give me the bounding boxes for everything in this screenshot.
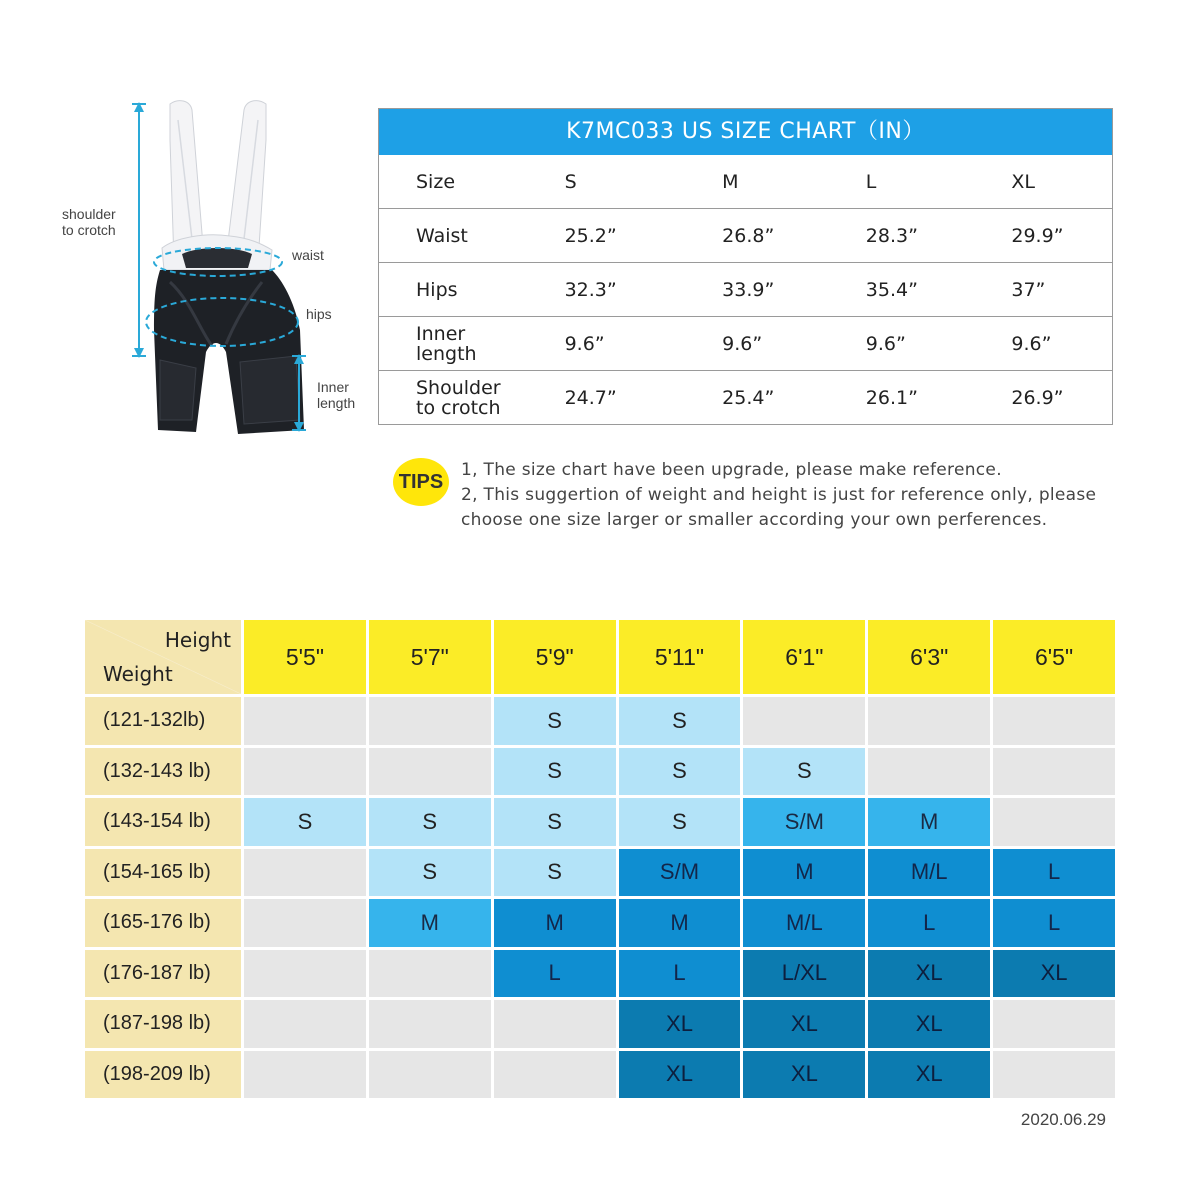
size-grid-cell [993,798,1115,846]
size-grid-cell: L/XL [743,950,865,998]
height-header: 5'7" [369,620,491,694]
measure-row-label: Hips [416,278,458,301]
bib-shorts-illustration [0,0,380,440]
weight-row-header: (187-198 lb) [85,1000,241,1048]
inner-length-label: Inner length [317,379,356,411]
measure-row-waist [379,208,1112,262]
size-grid-cell: L [619,950,741,998]
measure-value: 28.3” [865,224,918,247]
size-grid-cell [244,748,366,796]
size-grid-cell [244,697,366,745]
size-grid-cell: XL [868,950,990,998]
chart-date: 2020.06.29 [1020,1110,1106,1129]
size-grid-cell: M [494,899,616,947]
size-grid-cell: S [494,798,616,846]
size-grid-cell [369,748,491,796]
measure-value: 9.6” [865,332,906,355]
measure-value: 37” [1011,278,1046,301]
size-grid-cell: M [743,849,865,897]
weight-row-header: (121-132lb) [85,697,241,745]
size-grid-cell [993,697,1115,745]
size-grid-cell: S [494,697,616,745]
measure-row-label: Inner length [416,322,477,365]
size-grid-cell: S [369,849,491,897]
measure-value: 26.9” [1011,386,1064,409]
height-weight-size-grid [85,620,1115,1098]
height-header: 5'11" [619,620,741,694]
size-grid-cell: L [993,849,1115,897]
size-grid-cell: XL [619,1000,741,1048]
size-grid-cell [743,697,865,745]
weight-row-header: (154-165 lb) [85,849,241,897]
size-grid-cell: S [369,798,491,846]
size-header-row [379,155,1112,208]
size-grid-cell [494,1051,616,1099]
measure-value: 26.1” [865,386,918,409]
size-grid-cell: M/L [868,849,990,897]
size-grid-cell: S [494,748,616,796]
measure-value: 9.6” [722,332,763,355]
size-chart-title: K7MC033 US SIZE CHART（IN） [379,109,1112,155]
hips-label: hips [306,306,332,322]
size-grid-cell [369,950,491,998]
size-grid-cell [868,748,990,796]
size-grid-cell [244,950,366,998]
measure-value: 9.6” [564,332,605,355]
size-header-xl: XL [1011,170,1035,193]
measure-value: 35.4” [865,278,918,301]
tips-badge: TIPS [393,458,449,506]
tips-text [461,458,1121,533]
size-grid-cell: M/L [743,899,865,947]
size-grid-cell [369,697,491,745]
weight-row-header: (132-143 lb) [85,748,241,796]
measure-value: 26.8” [722,224,775,247]
size-grid-cell: M [868,798,990,846]
weight-row-header: (198-209 lb) [85,1051,241,1099]
measure-row-label: Shoulder to crotch [416,376,501,419]
weight-row-header: (165-176 lb) [85,899,241,947]
size-grid-cell: S [619,697,741,745]
measure-value: 29.9” [1011,224,1064,247]
height-header: 6'3" [868,620,990,694]
size-header-l: L [865,170,877,193]
tip-line: 2, This suggertion of weight and height is just for reference only, please [461,485,1097,505]
height-header: 5'5" [244,620,366,694]
size-grid-cell: S/M [619,849,741,897]
size-header-m: M [722,170,739,193]
shoulder-to-crotch-label: shoulder to crotch [62,206,116,238]
bib-shorts-image [0,0,380,440]
size-grid-cell [993,1000,1115,1048]
weight-row-header: (143-154 lb) [85,798,241,846]
size-header-label: Size [416,170,456,193]
size-grid-cell: XL [868,1000,990,1048]
size-header-s: S [564,170,577,193]
measure-value: 33.9” [722,278,775,301]
size-chart-body [379,155,1112,424]
size-grid-cell [244,849,366,897]
corner-height-label: Height [164,628,231,652]
size-grid-cell: L [868,899,990,947]
measure-value: 32.3” [564,278,617,301]
size-grid-cell: XL [743,1000,865,1048]
size-grid-cell [244,899,366,947]
size-grid-cell [494,1000,616,1048]
size-grid-cell: S [244,798,366,846]
size-grid-cell [993,748,1115,796]
size-grid-cell [369,1000,491,1048]
size-grid-cell: XL [743,1051,865,1099]
size-grid-cell: S [619,748,741,796]
size-grid-cell: XL [993,950,1115,998]
height-header: 5'9" [494,620,616,694]
size-grid-cell: L [993,899,1115,947]
size-grid-cell: S [743,748,865,796]
size-grid-cell [993,1051,1115,1099]
size-grid-cell: XL [619,1051,741,1099]
tip-line: 1, The size chart have been upgrade, please make reference. [461,460,1002,480]
measure-value: 24.7” [564,386,617,409]
corner-weight-label: Weight [103,662,173,686]
measure-row-label: Waist [416,224,468,247]
size-grid-cell: M [619,899,741,947]
measure-row-shoulder-to-crotch [379,370,1112,424]
measure-row-inner-length [379,316,1112,370]
measure-row-hips [379,262,1112,316]
size-grid-cell: L [494,950,616,998]
waist-label: waist [292,247,324,263]
measure-value: 25.4” [722,386,775,409]
size-grid-cell: M [369,899,491,947]
weight-row-header: (176-187 lb) [85,950,241,998]
size-grid-cell: XL [868,1051,990,1099]
tip-line: choose one size larger or smaller according your own perferences. [461,510,1048,530]
grid-corner-header [85,620,241,694]
measure-value: 9.6” [1011,332,1052,355]
size-grid-cell: S [619,798,741,846]
size-grid-cell [244,1051,366,1099]
size-grid-cell [244,1000,366,1048]
size-grid-cell: S [494,849,616,897]
measure-value: 25.2” [564,224,617,247]
height-header: 6'1" [743,620,865,694]
size-grid-cell [369,1051,491,1099]
height-header: 6'5" [993,620,1115,694]
size-grid-cell: S/M [743,798,865,846]
size-grid-cell [868,697,990,745]
size-chart-table [378,108,1113,425]
